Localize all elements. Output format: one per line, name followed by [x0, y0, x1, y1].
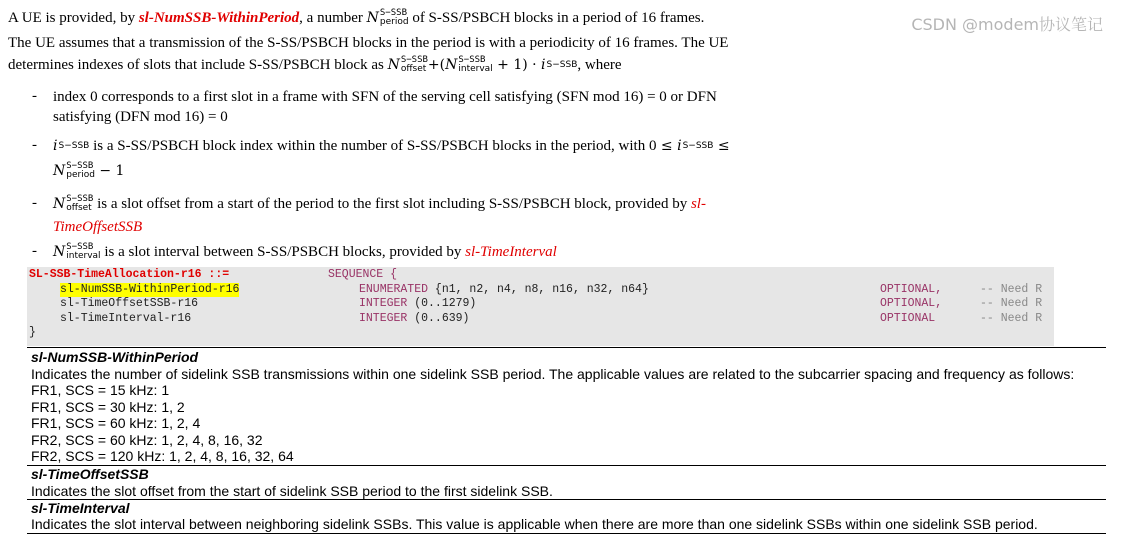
code-comment: -- Need R: [980, 283, 1043, 296]
math-n-period-minus-1: N S−SSB period − 1: [53, 161, 125, 180]
sequence-keyword: SEQUENCE {: [328, 268, 398, 281]
field-description: FR1, SCS = 30 kHz: 1, 2: [31, 399, 185, 415]
bullet-text: satisfying (DFN mod 16) = 0: [53, 109, 228, 125]
math-formula: N S−SSB offset +(N S−SSB interval + 1) · i S−SSB: [387, 55, 578, 74]
table-rule: [27, 533, 1106, 534]
field-description: FR2, SCS = 60 kHz: 1, 2, 4, 8, 16, 32: [31, 432, 263, 448]
code-type: ENUMERATED {n1, n2, n4, n8, n16, n32, n64}: [359, 283, 649, 296]
text: A UE is provided, by: [8, 10, 139, 26]
bullet-text: N S−SSB offset is a slot offset from a start of the period to the first slot including S-SS/PSBCH block, provided by sl-: [53, 194, 706, 213]
text: determines indexes of slots that include S-SS/PSBCH block as: [8, 57, 388, 73]
watermark: CSDN @modem协议笔记: [911, 15, 1103, 34]
bullet-dash: -: [32, 243, 37, 259]
code-optional: OPTIONAL: [880, 312, 936, 325]
paragraph-line: [8, 55, 622, 75]
code-brace: }: [29, 326, 36, 339]
code-field: sl-NumSSB-WithinPeriod-r16: [60, 283, 240, 296]
field-description: Indicates the slot offset from the start of sidelink SSB period to the first sidelink SSB.: [31, 483, 553, 499]
field-description: FR1, SCS = 15 kHz: 1: [31, 382, 170, 398]
code-optional: OPTIONAL,: [880, 297, 943, 310]
field-reference: TimeOffsetSSB: [53, 219, 143, 235]
bullet-dash: -: [32, 88, 37, 104]
bullet-dash: -: [32, 195, 37, 211]
asn1-code-block: [27, 267, 1054, 346]
bullet-text: i S−SSB is a S-SS/PSBCH block index within the number of S-SS/PSBCH blocks in the period, with 0 ≤ i S−SSB ≤: [53, 138, 730, 154]
type-name: SL-SSB-TimeAllocation-r16 ::=: [29, 268, 230, 281]
code-field: sl-TimeInterval-r16: [60, 312, 192, 325]
paragraph-line: The UE assumes that a transmission of the S-SS/PSBCH blocks in the period is with a periodicity of 16 frames. The UE: [8, 35, 729, 51]
bullet-dash: -: [32, 137, 37, 153]
field-description: Indicates the slot interval between neighboring sidelink SSBs. This value is applicable when there are more than one sidelink SSBs within one sidelink SSB period.: [31, 516, 1038, 532]
table-rule: [27, 499, 1106, 500]
field-description: FR2, SCS = 120 kHz: 1, 2, 4, 8, 16, 32, 64: [31, 448, 294, 464]
code-field: sl-TimeOffsetSSB-r16: [60, 297, 199, 310]
field-description: FR1, SCS = 60 kHz: 1, 2, 4: [31, 415, 201, 431]
field-reference: sl-NumSSB-WithinPeriod: [138, 10, 300, 26]
code-comment: -- Need R: [980, 312, 1043, 325]
code-comment: -- Need R: [980, 297, 1043, 310]
code-type: INTEGER (0..639): [359, 312, 470, 325]
field-name: sl-NumSSB-WithinPeriod: [31, 349, 199, 365]
field-name: sl-TimeOffsetSSB: [31, 466, 149, 482]
table-rule: [27, 347, 1106, 348]
paragraph-line: [8, 8, 704, 28]
text: , where: [577, 57, 622, 73]
field-description: Indicates the number of sidelink SSB transmissions within one sidelink SSB period. The applicable values are related to the subcarrier spacing and frequency as follows:: [31, 366, 1075, 382]
bullet-text: N S−SSB interval is a slot interval between S-SS/PSBCH blocks, provided by sl-TimeInterval: [53, 242, 557, 261]
bullet-text: index 0 corresponds to a first slot in a frame with SFN of the serving cell satisfying (SFN mod 16) = 0 or DFN: [53, 89, 717, 105]
field-name: sl-TimeInterval: [31, 500, 130, 516]
math-n-period: N S−SSB period: [366, 8, 409, 27]
table-rule: [27, 465, 1106, 466]
code-type: INTEGER (0..1279): [359, 297, 477, 310]
text: , a number: [299, 10, 367, 26]
code-optional: OPTIONAL,: [880, 283, 943, 296]
text: of S-SS/PSBCH blocks in a period of 16 frames.: [408, 10, 705, 26]
